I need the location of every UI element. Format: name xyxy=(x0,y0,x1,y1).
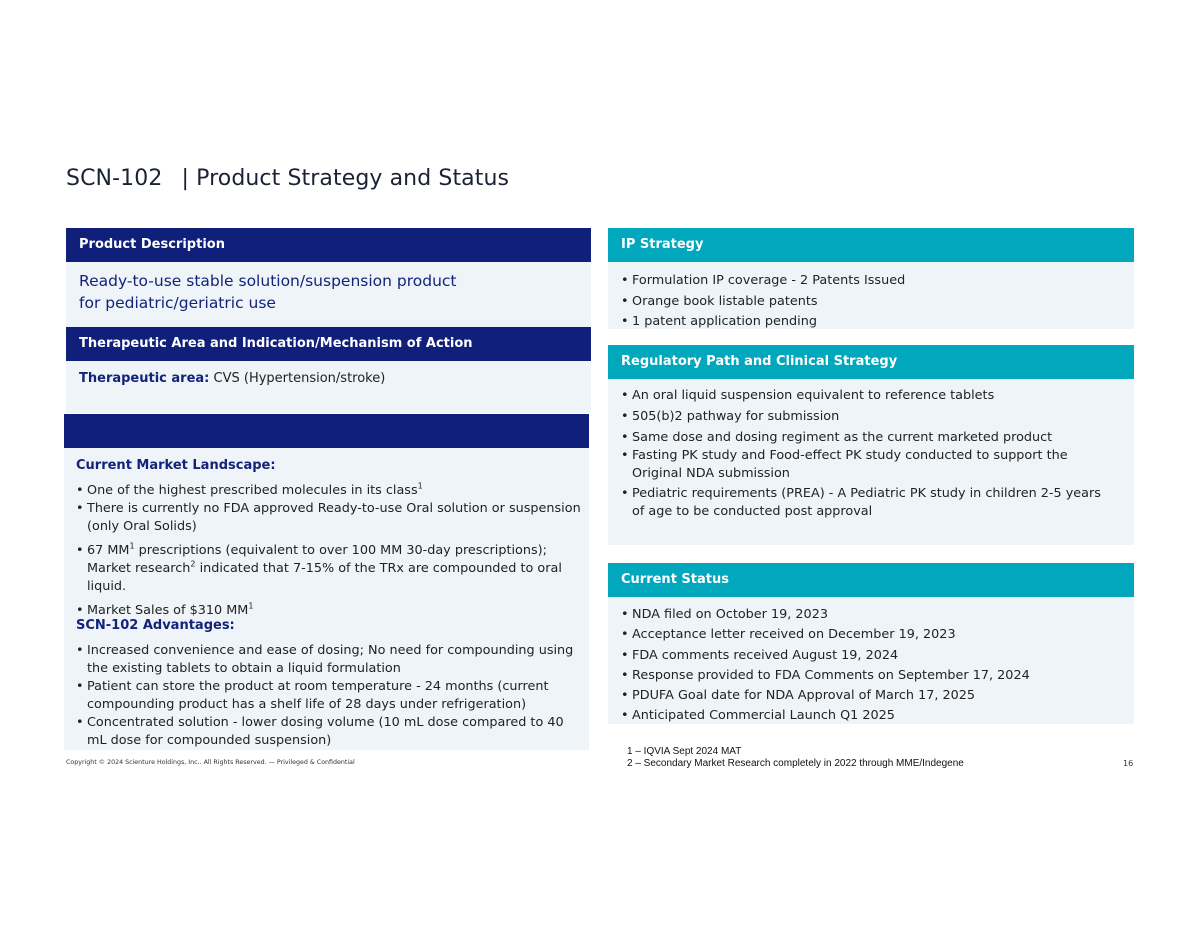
title-text: Product Strategy and Status xyxy=(196,166,510,191)
therapeutic-header: Therapeutic Area and Indication/Mechanism of Action xyxy=(66,327,591,361)
list-item: • Market Sales of $310 $MM^1$ xyxy=(76,602,581,620)
list-item: • NDA filed on October 19, 2023 xyxy=(621,605,1126,625)
list-item: • 1 patent application pending xyxy=(621,312,1126,333)
list-item: • Response provided to FDA Comments on September 17, 2024 xyxy=(621,666,1126,686)
advantages-title: SCN-102 Advantages: xyxy=(76,618,235,633)
market-header xyxy=(64,414,589,448)
product-description-line2: for pediatric/geriatric use xyxy=(79,294,276,312)
ip-strategy-list xyxy=(621,271,1126,333)
list-item: • FDA comments received August 19, 2024 xyxy=(621,646,1126,666)
product-description-header: Product Description xyxy=(66,228,591,262)
list-item: • Acceptance letter received on December 19, 2023 xyxy=(621,625,1126,645)
list-item: • There is currently no FDA approved Ready-to-use Oral solution or suspension (only Oral Solids) xyxy=(76,500,581,536)
list-item: • Anticipated Commercial Launch Q1 2025 xyxy=(621,706,1126,726)
list-item: • Pediatric requirements (PREA) - A Pediatric PK study in children 2-5 years of age to be conducted post approval xyxy=(621,485,1116,521)
footnote-2: 2 – Secondary Market Research completely in 2022 through MME/Indegene xyxy=(627,758,964,769)
footnote-1: 1 – IQVIA Sept 2024 MAT xyxy=(627,746,742,757)
list-item: • Formulation IP coverage - 2 Patents Issued xyxy=(621,271,1126,292)
ip-strategy-header: IP Strategy xyxy=(608,228,1134,262)
list-item: • PDUFA Goal date for NDA Approval of March 17, 2025 xyxy=(621,686,1126,706)
copyright-notice: Copyright © 2024 Scienture Holdings, Inc.. All Rights Reserved. — Privileged & Confidential xyxy=(66,759,355,766)
advantages-list xyxy=(76,642,581,750)
therapeutic-area-label: Therapeutic area: xyxy=(79,371,210,386)
market-landscape-list xyxy=(76,482,581,620)
title-code: SCN-102 xyxy=(66,166,163,191)
title-separator: | xyxy=(181,166,190,191)
market-landscape-title: Current Market Landscape: xyxy=(76,458,276,473)
page-number: 16 xyxy=(1123,759,1134,768)
list-item: • An oral liquid suspension equivalent to reference tablets xyxy=(621,387,1116,405)
therapeutic-area xyxy=(79,371,385,386)
regulatory-list xyxy=(621,387,1116,521)
therapeutic-panel xyxy=(66,361,591,413)
list-item: • Patient can store the product at room temperature - 24 months (current compounding product has a shelf life of 28 days under refrigeration) xyxy=(76,678,581,714)
list-item: • 67 $MM^1$ prescriptions (equivalent to over 100 MM 30-day prescriptions); Market research$^2$ indicated that 7-15% of the TRx are compounded to oral liquid. xyxy=(76,542,581,596)
list-item: • Same dose and dosing regiment as the current marketed product xyxy=(621,429,1116,447)
status-header: Current Status xyxy=(608,563,1134,597)
therapeutic-area-value: CVS (Hypertension/stroke) xyxy=(213,371,386,386)
list-item: • One of the highest prescribed molecules in its class$^1$ xyxy=(76,482,581,500)
product-description-line1: Ready-to-use stable solution/suspension product xyxy=(79,272,457,290)
list-item: • Concentrated solution - lower dosing volume (10 mL dose compared to 40 mL dose for compounded suspension) xyxy=(76,714,581,750)
list-item: • Fasting PK study and Food-effect PK study conducted to support the Original NDA submission xyxy=(621,447,1116,483)
list-item: • 505(b)2 pathway for submission xyxy=(621,408,1116,426)
list-item: • Increased convenience and ease of dosing; No need for compounding using the existing tablets to obtain a liquid formulation xyxy=(76,642,581,678)
footnotes xyxy=(627,746,964,770)
regulatory-header: Regulatory Path and Clinical Strategy xyxy=(608,345,1134,379)
page-title xyxy=(66,166,509,191)
product-description-text xyxy=(79,270,457,314)
list-item: • Orange book listable patents xyxy=(621,292,1126,313)
status-list xyxy=(621,605,1126,727)
